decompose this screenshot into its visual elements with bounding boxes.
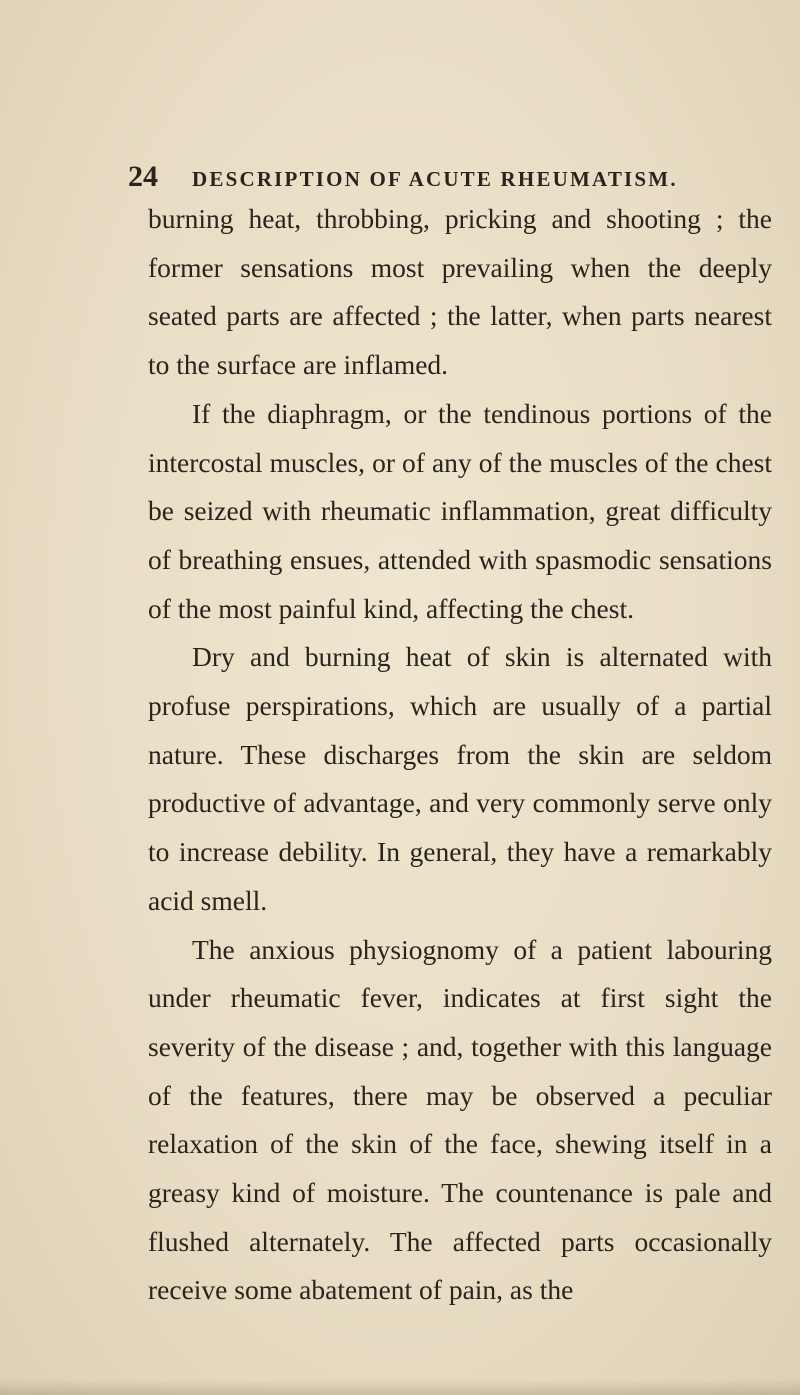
page-number: 24 — [128, 160, 158, 193]
paragraph-physiognomy: The anxious physiognomy of a patient labouring under rheumatic fever, indicates at first sight the severity of the disease ; and, together with this language of the features, there may be observed a peculiar relaxation of the skin of the face, shewing itself in a greasy kind of moisture. The countenance is pale and flushed alternately. The affected parts occasionally receive some abatement of pain, as the — [148, 933, 772, 1306]
body-text — [148, 195, 772, 1315]
page-bottom-edge — [0, 1379, 800, 1395]
paragraph-skin-heat: Dry and burning heat of skin is alternated with profuse perspirations, which are usually of a partial nature. These discharges from the skin are seldom productive of advantage, and very commonly serve only to increase debility. In general, they have a remarkably acid smell. — [148, 641, 772, 916]
paragraph-continued: burning heat, throbbing, pricking and shooting ; the former sensations most prevailing when the deeply seated parts are affected ; the latter, when parts nearest to the surface are inflamed. — [148, 203, 772, 381]
running-title: DESCRIPTION OF ACUTE RHEUMATISM. — [192, 167, 678, 191]
running-head — [128, 160, 748, 200]
paragraph-diaphragm: If the diaphragm, or the tendinous portions of the intercostal muscles, or of any of the muscles of the chest be seized with rheumatic inflammation, great difficulty of breathing ensues, attended with spasmodic sensations of the most painful kind, affecting the chest. — [148, 397, 772, 624]
